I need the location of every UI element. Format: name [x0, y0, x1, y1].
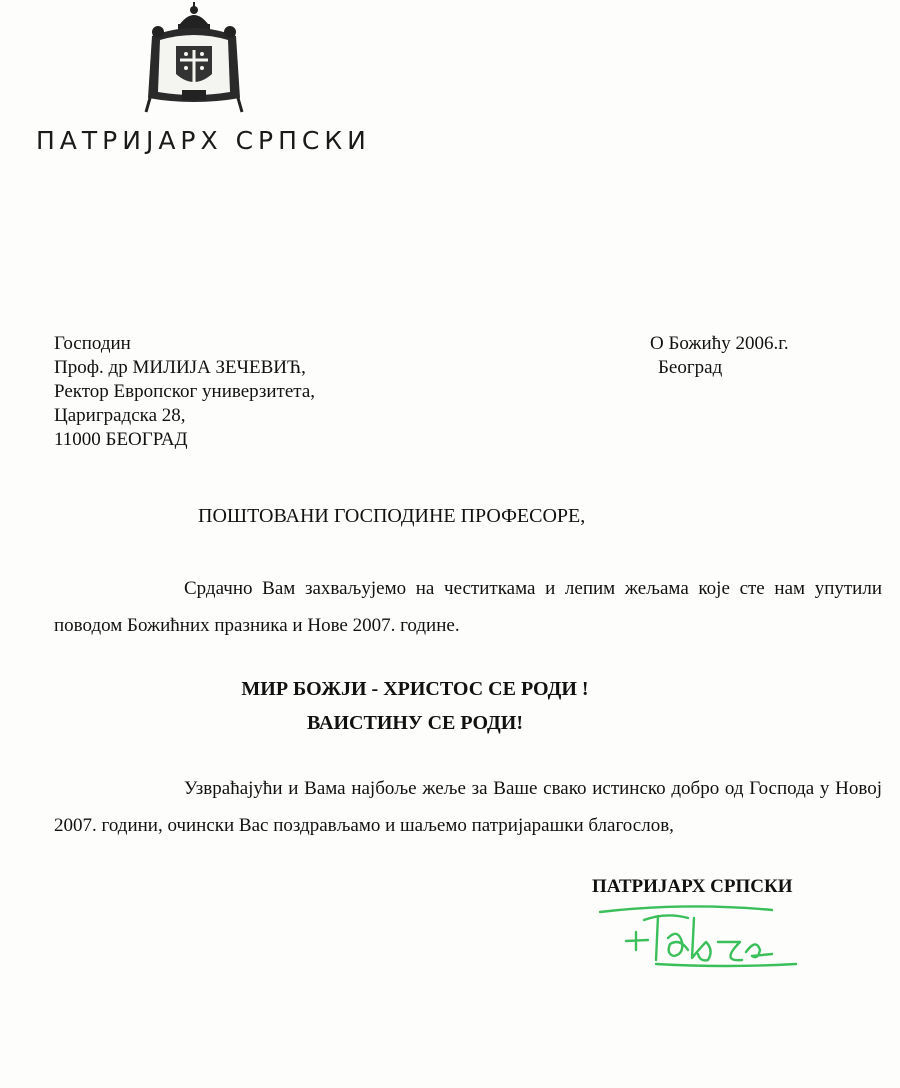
recipient-line: Цариградска 28, — [54, 405, 186, 426]
greeting-line-2: ВАИСТИНУ СЕ РОДИ! — [306, 712, 524, 734]
patriarchal-coat-of-arms-icon — [142, 2, 246, 114]
signatory-title: ПАТРИЈАРХ СРПСКИ — [592, 876, 793, 897]
letterhead-title: ПАТРИЈАРХ СРПСКИ — [36, 126, 371, 155]
recipient-address — [54, 332, 315, 452]
body-paragraph-2: Узвраћајући и Вама најбоље жеље за Ваше свако истинско добро од Господа у Новој 2007. години, очински Вас поздрављамо и шаљемо патријарашки благослов, — [54, 778, 882, 836]
date-line: О Божићу 2006.г. — [650, 333, 789, 354]
recipient-line: Ректор Европског универзитета, — [54, 381, 316, 402]
recipient-line: 11000 БЕОГРАД — [54, 429, 188, 450]
recipient-line: Проф. др МИЛИЈА ЗЕЧЕВИЋ, — [54, 357, 306, 378]
date-block — [650, 332, 789, 380]
recipient-line: Господин — [54, 333, 131, 354]
place-line: Београд — [658, 357, 723, 378]
greeting-line-1: МИР БОЖЈИ - ХРИСТОС СЕ РОДИ ! — [241, 678, 589, 700]
christmas-greeting — [0, 672, 830, 740]
handwritten-signature — [596, 898, 806, 978]
salutation: ПОШТОВАНИ ГОСПОДИНЕ ПРОФЕСОРЕ, — [198, 505, 586, 527]
body-paragraph-1: Срдачно Вам захваљујемо на честиткама и лепим жељама које сте нам упутили поводом Божићних празника и Нове 2007. године. — [54, 578, 882, 636]
